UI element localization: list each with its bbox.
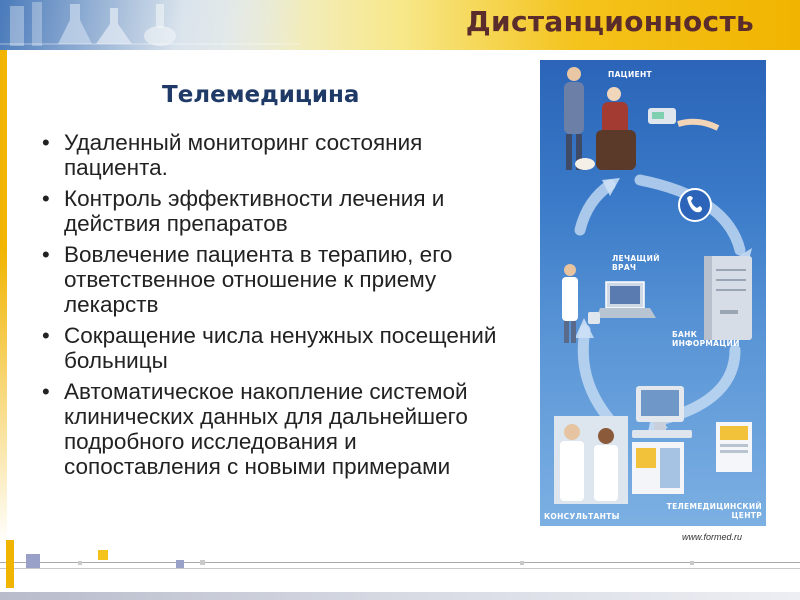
bullet-dot-icon: • <box>42 323 50 348</box>
bullet-list <box>36 130 506 485</box>
footer-square <box>26 554 40 568</box>
server-tower-image <box>704 256 752 340</box>
footer-square <box>200 560 205 565</box>
footer-square <box>176 560 184 568</box>
footer-square <box>78 561 82 565</box>
footer-line <box>0 562 800 563</box>
doctor-with-laptop-image <box>562 264 656 343</box>
bullet-item: • Контроль эффективности лечения и действия препаратов <box>42 186 445 236</box>
label-bank: БАНК ИНФОРМАЦИИ <box>672 330 740 348</box>
footer-square <box>690 561 694 565</box>
bullet-item: • Удаленный мониторинг состояния пациента. <box>42 130 423 180</box>
bullet-dot-icon: • <box>42 130 50 155</box>
bullet-dot-icon: • <box>42 379 50 404</box>
label-doctor: ЛЕЧАЩИЙ ВРАЧ <box>612 254 660 272</box>
source-credit: www.formed.ru <box>682 532 743 542</box>
footer-line <box>0 568 800 569</box>
left-accent-stripe <box>0 50 7 545</box>
patient-people-image <box>564 67 718 170</box>
arrow-center-to-doctor <box>583 330 610 420</box>
bullet-dot-icon: • <box>42 242 50 267</box>
bullet-item: • Автоматическое накопление системой клинических данных для дальнейшего подробного исследования и сопоставления с новыми примерами <box>42 379 468 479</box>
bullet-dot-icon: • <box>42 186 50 211</box>
phone-icon <box>679 189 711 221</box>
header-banner <box>0 0 800 50</box>
footer-square <box>98 550 108 560</box>
arrow-doctor-to-patient <box>580 185 610 230</box>
slide-title: Дистанционность <box>465 5 754 38</box>
footer-accent-stripe <box>6 540 14 588</box>
footer-square <box>520 561 524 565</box>
label-telemedicine-center: ТЕЛЕМЕДИЦИНСКИЙ ЦЕНТР <box>666 502 762 520</box>
bullet-item: • Вовлечение пациента в терапию, его ответственное отношение к приему лекарств <box>42 242 453 317</box>
label-patient: ПАЦИЕНТ <box>608 70 652 79</box>
bullet-item: • Сокращение числа ненужных посещений больницы <box>42 323 497 373</box>
telemedicine-diagram <box>540 60 766 526</box>
footer-bar <box>0 592 800 600</box>
label-consultants: КОНСУЛЬТАНТЫ <box>544 512 620 521</box>
lab-glassware-image <box>0 0 300 50</box>
section-subtitle: Телемедицина <box>162 82 360 108</box>
footer-decoration <box>0 540 800 600</box>
